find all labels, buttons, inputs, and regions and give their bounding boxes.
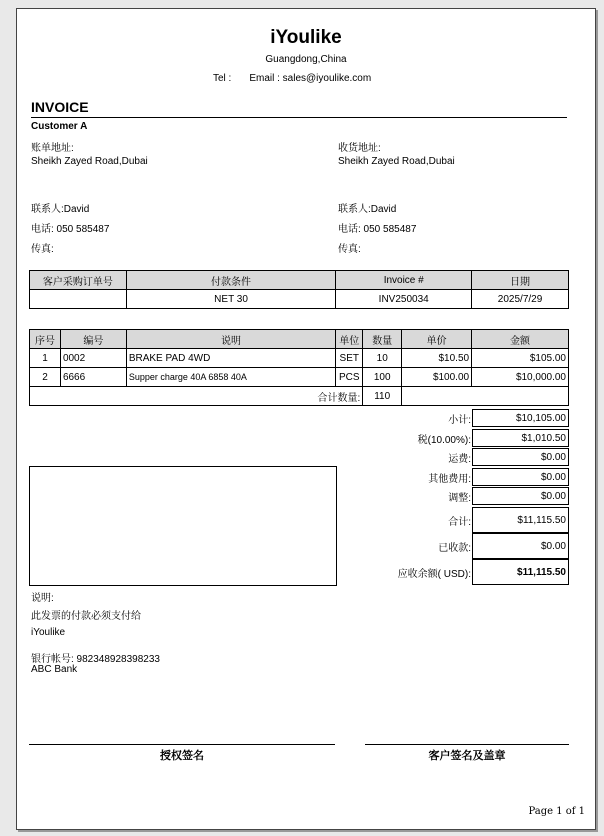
shipping-fee-value: $0.00 [472, 448, 569, 466]
date-header: 日期 [472, 271, 569, 290]
item-code: 0002 [60, 349, 126, 368]
col-index-header: 序号 [30, 330, 61, 349]
item-index: 1 [30, 349, 61, 368]
authorized-signature-line [29, 744, 335, 745]
col-unit-header: 单位 [336, 330, 363, 349]
authorized-signature-label: 授权签名 [160, 750, 204, 762]
subtotal-value: $10,105.00 [472, 409, 569, 427]
tax-label: 税(10.00%): [417, 435, 471, 446]
billing-address: Sheikh Zayed Road,Dubai [31, 156, 148, 167]
shipping-fee-label: 运费: [448, 454, 471, 465]
total-qty-value: 110 [363, 387, 402, 406]
notes-title: 说明: [31, 593, 54, 604]
title-divider [31, 117, 567, 118]
other-fees-label: 其他费用: [428, 474, 471, 485]
col-qty-header: 数量 [363, 330, 402, 349]
adjustment-value: $0.00 [472, 487, 569, 505]
order-info-header-row [30, 271, 569, 290]
company-name: iYoulike [270, 27, 342, 48]
other-fees-value: $0.00 [472, 468, 569, 486]
document-title: INVOICE [31, 99, 89, 115]
order-info-table [29, 270, 569, 309]
bank-account: 银行帐号: 982348928398233 [31, 654, 160, 665]
item-qty: 10 [363, 349, 402, 368]
shipping-label: 收货地址: [338, 143, 381, 154]
total-label: 合计: [448, 517, 471, 528]
po-number-value [30, 290, 127, 309]
line-items-header-row [30, 330, 569, 349]
total-value: $11,115.50 [472, 507, 569, 533]
col-unit-price-header: 单价 [402, 330, 472, 349]
payment-terms-header: 付款条件 [126, 271, 336, 290]
col-code-header: 编号 [60, 330, 126, 349]
item-description: BRAKE PAD 4WD [126, 349, 335, 368]
item-unit: SET [336, 349, 363, 368]
email-text: Email : sales@iyoulike.com [249, 73, 372, 84]
invoice-number-header: Invoice # [336, 271, 472, 290]
customer-name: Customer A [31, 121, 88, 132]
shipping-phone: 电话: 050 585487 [338, 224, 417, 235]
payment-terms-value: NET 30 [126, 290, 336, 309]
date-value: 2025/7/29 [472, 290, 569, 309]
table-row [30, 349, 569, 368]
company-region: Guangdong,China [265, 54, 347, 65]
item-code: 6666 [60, 368, 126, 387]
shipping-contact: 联系人:David [338, 204, 397, 215]
subtotal-label: 小计: [448, 415, 471, 426]
item-amount: $10,000.00 [472, 368, 569, 387]
invoice-page [16, 8, 596, 830]
adjustment-label: 调整: [448, 493, 471, 504]
tax-value: $1,010.50 [472, 429, 569, 447]
notes-payee: iYoulike [31, 627, 66, 638]
balance-due-value: $11,115.50 [472, 559, 569, 585]
shipping-address: Sheikh Zayed Road,Dubai [338, 156, 455, 167]
page-number: Page 1 of 1 [528, 806, 585, 817]
billing-phone: 电话: 050 585487 [31, 224, 110, 235]
billing-label: 账单地址: [31, 143, 74, 154]
item-unit-price: $100.00 [402, 368, 472, 387]
order-info-value-row [30, 290, 569, 309]
customer-signature-label: 客户签名及盖章 [428, 750, 506, 762]
notes-payment-line: 此发票的付款必须支付给 [31, 611, 141, 622]
col-amount-header: 金额 [472, 330, 569, 349]
table-row [30, 368, 569, 387]
item-qty: 100 [363, 368, 402, 387]
item-unit: PCS [336, 368, 363, 387]
paid-label: 已收款: [438, 543, 471, 554]
item-unit-price: $10.50 [402, 349, 472, 368]
col-description-header: 说明 [126, 330, 335, 349]
paid-value: $0.00 [472, 533, 569, 559]
billing-contact: 联系人:David [31, 204, 90, 215]
line-items-table [29, 329, 569, 406]
balance-due-label: 应收余额( USD): [397, 569, 471, 580]
memo-box [29, 466, 337, 586]
customer-signature-line [365, 744, 569, 745]
item-description: Supper charge 40A 6858 40A [126, 368, 335, 387]
po-number-header: 客户采购订单号 [30, 271, 127, 290]
total-qty-label: 合计数量: [30, 387, 363, 406]
billing-fax: 传真: [31, 244, 54, 255]
item-amount: $105.00 [472, 349, 569, 368]
company-contact [213, 73, 371, 84]
tel-label: Tel : [213, 73, 232, 84]
item-index: 2 [30, 368, 61, 387]
invoice-number-value: INV250034 [336, 290, 472, 309]
total-qty-blank [402, 387, 569, 406]
total-qty-row [30, 387, 569, 406]
bank-name: ABC Bank [31, 664, 78, 675]
shipping-fax: 传真: [338, 244, 361, 255]
